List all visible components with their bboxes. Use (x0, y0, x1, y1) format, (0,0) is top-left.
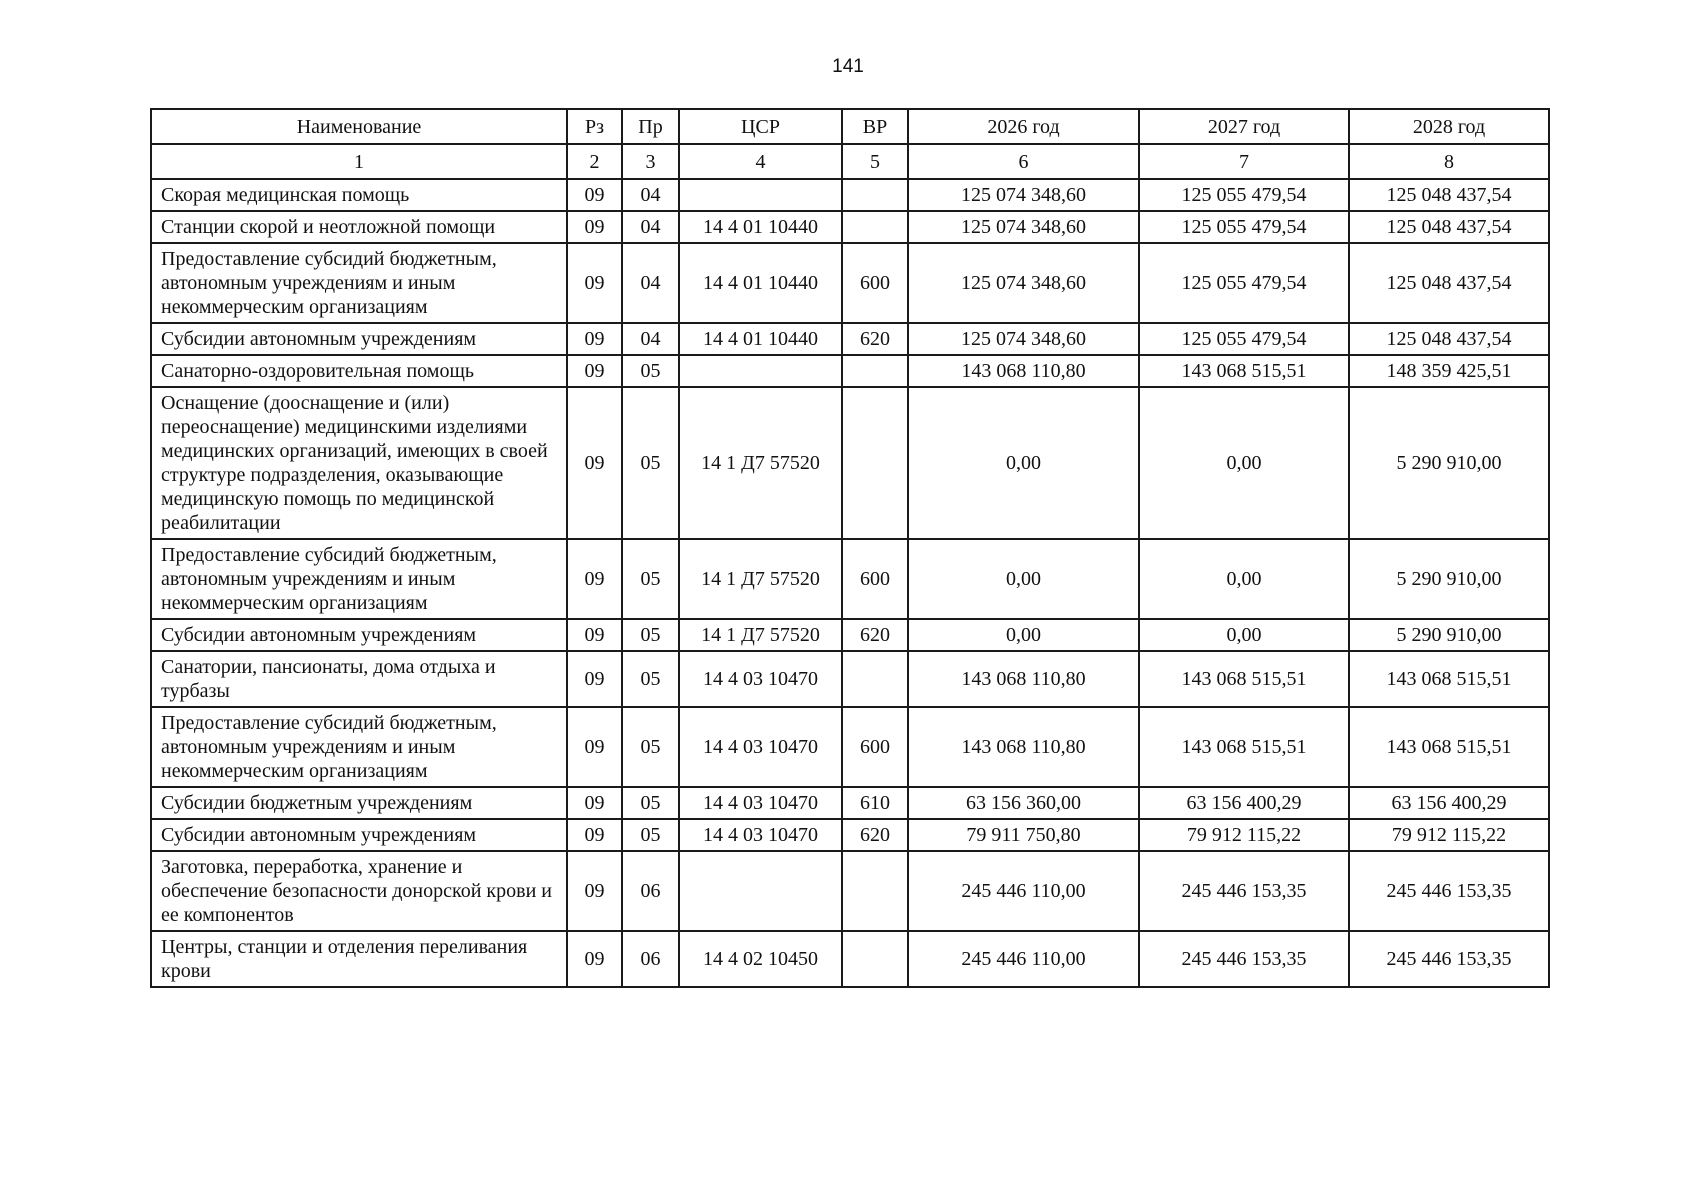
row-amount-2027: 245 446 153,35 (1139, 931, 1349, 987)
row-csr (679, 179, 842, 211)
header-pr: Пр (622, 109, 679, 144)
row-amount-2026: 125 074 348,60 (908, 179, 1139, 211)
row-amount-2027: 125 055 479,54 (1139, 179, 1349, 211)
column-number: 2 (567, 144, 622, 179)
row-vr: 600 (842, 539, 908, 619)
row-pr: 05 (622, 387, 679, 539)
row-pr: 05 (622, 819, 679, 851)
row-pr: 04 (622, 323, 679, 355)
row-amount-2027: 79 912 115,22 (1139, 819, 1349, 851)
row-vr: 600 (842, 707, 908, 787)
row-pr: 05 (622, 707, 679, 787)
column-number: 6 (908, 144, 1139, 179)
row-amount-2027: 125 055 479,54 (1139, 323, 1349, 355)
row-rz: 09 (567, 243, 622, 323)
row-amount-2028: 79 912 115,22 (1349, 819, 1549, 851)
row-pr: 04 (622, 211, 679, 243)
row-amount-2026: 0,00 (908, 539, 1139, 619)
row-amount-2028: 245 446 153,35 (1349, 851, 1549, 931)
table-row (151, 323, 1549, 355)
row-csr: 14 4 03 10470 (679, 819, 842, 851)
row-rz: 09 (567, 387, 622, 539)
row-amount-2027: 143 068 515,51 (1139, 355, 1349, 387)
row-amount-2026: 245 446 110,00 (908, 931, 1139, 987)
page-number: 141 (832, 56, 864, 77)
row-vr (842, 651, 908, 707)
row-name: Предоставление субсидий бюджетным, автономным учреждениям и иным некоммерческим организациям (151, 243, 567, 323)
row-rz: 09 (567, 619, 622, 651)
row-rz: 09 (567, 931, 622, 987)
row-vr (842, 355, 908, 387)
table-row (151, 211, 1549, 243)
row-amount-2028: 148 359 425,51 (1349, 355, 1549, 387)
row-pr: 05 (622, 355, 679, 387)
row-rz: 09 (567, 323, 622, 355)
row-vr: 610 (842, 787, 908, 819)
row-amount-2027: 125 055 479,54 (1139, 243, 1349, 323)
header-row (151, 109, 1549, 144)
table-row (151, 539, 1549, 619)
table-row (151, 931, 1549, 987)
row-pr: 04 (622, 179, 679, 211)
row-amount-2027: 143 068 515,51 (1139, 707, 1349, 787)
column-number: 4 (679, 144, 842, 179)
row-rz: 09 (567, 819, 622, 851)
row-rz: 09 (567, 787, 622, 819)
table-row (151, 787, 1549, 819)
row-amount-2027: 63 156 400,29 (1139, 787, 1349, 819)
row-vr (842, 179, 908, 211)
row-name: Субсидии автономным учреждениям (151, 819, 567, 851)
row-pr: 05 (622, 787, 679, 819)
row-amount-2028: 125 048 437,54 (1349, 179, 1549, 211)
row-name: Санаторно-оздоровительная помощь (151, 355, 567, 387)
row-amount-2026: 125 074 348,60 (908, 243, 1139, 323)
table-row (151, 355, 1549, 387)
row-csr: 14 4 01 10440 (679, 211, 842, 243)
row-vr: 620 (842, 819, 908, 851)
header-vr: ВР (842, 109, 908, 144)
row-amount-2026: 0,00 (908, 619, 1139, 651)
row-amount-2027: 125 055 479,54 (1139, 211, 1349, 243)
row-amount-2028: 125 048 437,54 (1349, 323, 1549, 355)
row-name: Оснащение (дооснащение и (или) переоснащение) медицинскими изделиями медицинских организаций, имеющих в своей структуре подразделения, оказывающие медицинскую помощь по медицинской реабилитации (151, 387, 567, 539)
row-vr: 600 (842, 243, 908, 323)
row-vr: 620 (842, 323, 908, 355)
column-number: 7 (1139, 144, 1349, 179)
row-csr: 14 4 03 10470 (679, 707, 842, 787)
row-amount-2026: 79 911 750,80 (908, 819, 1139, 851)
table-row (151, 707, 1549, 787)
row-name: Станции скорой и неотложной помощи (151, 211, 567, 243)
row-rz: 09 (567, 179, 622, 211)
row-amount-2027: 0,00 (1139, 387, 1349, 539)
row-pr: 04 (622, 243, 679, 323)
row-amount-2028: 5 290 910,00 (1349, 387, 1549, 539)
row-amount-2026: 245 446 110,00 (908, 851, 1139, 931)
budget-table (150, 108, 1550, 988)
row-amount-2028: 63 156 400,29 (1349, 787, 1549, 819)
row-amount-2026: 125 074 348,60 (908, 323, 1139, 355)
row-amount-2028: 125 048 437,54 (1349, 211, 1549, 243)
row-amount-2028: 143 068 515,51 (1349, 707, 1549, 787)
table-row (151, 819, 1549, 851)
row-csr: 14 4 02 10450 (679, 931, 842, 987)
row-vr (842, 387, 908, 539)
row-amount-2026: 0,00 (908, 387, 1139, 539)
row-amount-2026: 125 074 348,60 (908, 211, 1139, 243)
row-vr (842, 931, 908, 987)
table-row (151, 387, 1549, 539)
row-amount-2028: 5 290 910,00 (1349, 539, 1549, 619)
column-number: 8 (1349, 144, 1549, 179)
row-rz: 09 (567, 355, 622, 387)
row-amount-2026: 63 156 360,00 (908, 787, 1139, 819)
row-vr (842, 851, 908, 931)
row-amount-2026: 143 068 110,80 (908, 651, 1139, 707)
row-amount-2028: 143 068 515,51 (1349, 651, 1549, 707)
row-csr (679, 355, 842, 387)
row-rz: 09 (567, 211, 622, 243)
row-name: Заготовка, переработка, хранение и обеспечение безопасности донорской крови и ее компонентов (151, 851, 567, 931)
header-2027: 2027 год (1139, 109, 1349, 144)
table-row (151, 651, 1549, 707)
row-csr: 14 4 01 10440 (679, 243, 842, 323)
row-rz: 09 (567, 651, 622, 707)
table-row (151, 851, 1549, 931)
header-name: Наименование (151, 109, 567, 144)
row-csr: 14 4 03 10470 (679, 651, 842, 707)
row-amount-2028: 245 446 153,35 (1349, 931, 1549, 987)
row-pr: 05 (622, 539, 679, 619)
row-csr: 14 1 Д7 57520 (679, 539, 842, 619)
row-csr: 14 4 01 10440 (679, 323, 842, 355)
row-pr: 06 (622, 851, 679, 931)
table-row (151, 179, 1549, 211)
row-csr: 14 1 Д7 57520 (679, 387, 842, 539)
row-amount-2026: 143 068 110,80 (908, 707, 1139, 787)
header-2026: 2026 год (908, 109, 1139, 144)
header-csr: ЦСР (679, 109, 842, 144)
row-name: Скорая медицинская помощь (151, 179, 567, 211)
row-pr: 05 (622, 651, 679, 707)
row-amount-2028: 5 290 910,00 (1349, 619, 1549, 651)
row-amount-2028: 125 048 437,54 (1349, 243, 1549, 323)
row-rz: 09 (567, 539, 622, 619)
row-amount-2027: 245 446 153,35 (1139, 851, 1349, 931)
column-number-row (151, 144, 1549, 179)
header-2028: 2028 год (1349, 109, 1549, 144)
column-number: 5 (842, 144, 908, 179)
row-amount-2026: 143 068 110,80 (908, 355, 1139, 387)
row-name: Санатории, пансионаты, дома отдыха и турбазы (151, 651, 567, 707)
column-number: 1 (151, 144, 567, 179)
row-vr (842, 211, 908, 243)
row-amount-2027: 143 068 515,51 (1139, 651, 1349, 707)
table-row (151, 243, 1549, 323)
row-csr: 14 1 Д7 57520 (679, 619, 842, 651)
table-row (151, 619, 1549, 651)
row-pr: 05 (622, 619, 679, 651)
row-amount-2027: 0,00 (1139, 619, 1349, 651)
row-name: Предоставление субсидий бюджетным, автономным учреждениям и иным некоммерческим организациям (151, 707, 567, 787)
row-name: Субсидии автономным учреждениям (151, 619, 567, 651)
row-name: Субсидии автономным учреждениям (151, 323, 567, 355)
row-amount-2027: 0,00 (1139, 539, 1349, 619)
row-rz: 09 (567, 851, 622, 931)
row-csr (679, 851, 842, 931)
row-name: Центры, станции и отделения переливания крови (151, 931, 567, 987)
row-csr: 14 4 03 10470 (679, 787, 842, 819)
row-vr: 620 (842, 619, 908, 651)
row-name: Предоставление субсидий бюджетным, автономным учреждениям и иным некоммерческим организациям (151, 539, 567, 619)
row-rz: 09 (567, 707, 622, 787)
row-pr: 06 (622, 931, 679, 987)
row-name: Субсидии бюджетным учреждениям (151, 787, 567, 819)
column-number: 3 (622, 144, 679, 179)
header-rz: Рз (567, 109, 622, 144)
